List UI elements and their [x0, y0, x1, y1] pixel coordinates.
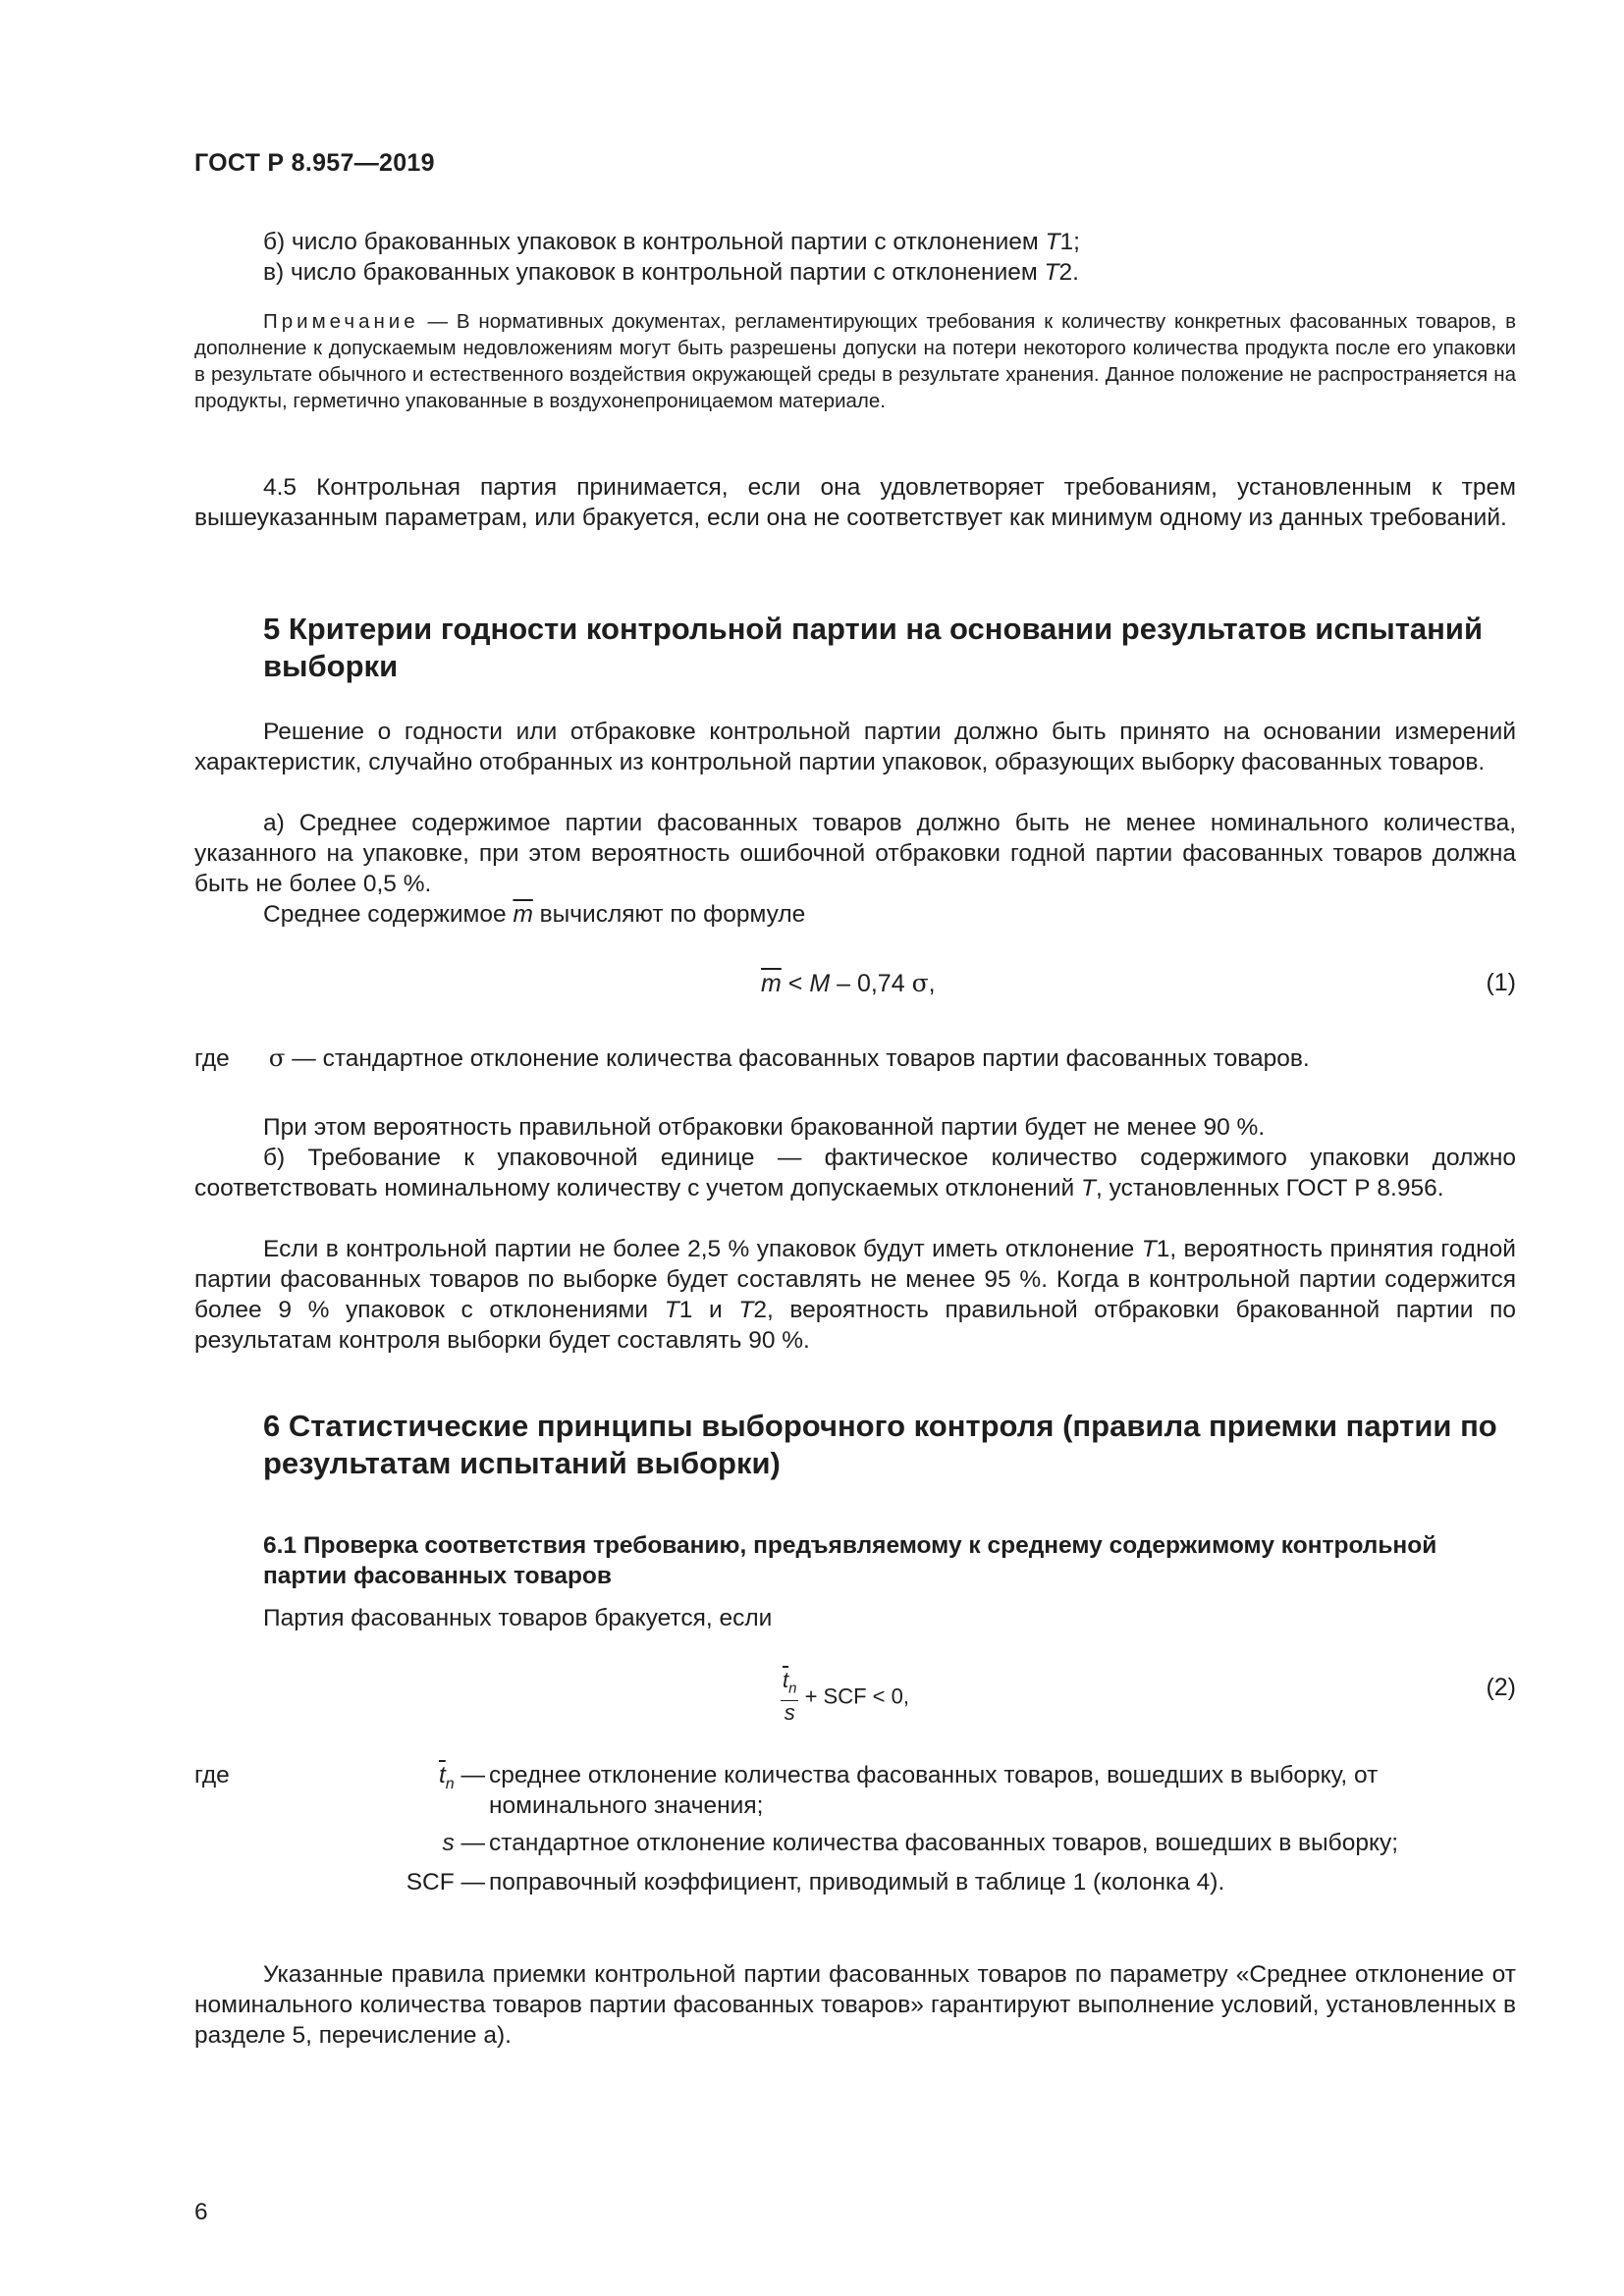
document-header: ГОСТ Р 8.957—2019 — [194, 149, 435, 177]
formula-2-fraction: $\frac{\overline{t}_n}{s}$ — [783, 1668, 797, 1726]
section-5-paragraph-1: Решение о годности или отбраковке контрольной партии должно быть принято на основании измерений характеристик, случайно отобранных из контрольной партии упаковок, образующих выборку фасованных товаров. — [194, 719, 1516, 775]
section-5-paragraph-4: При этом вероятность правильной отбраковки бракованной партии будет не менее 90 %. — [263, 1114, 1266, 1141]
sigma-definition: где σ — стандартное отклонение количества фасованных товаров партии фасованных товаров. — [194, 1043, 1310, 1072]
section-6-paragraph-1: Партия фасованных товаров бракуется, если — [263, 1605, 773, 1631]
section-5-paragraph-6: Если в контрольной партии не более 2,5 % упаковок будут иметь отклонение T1, вероятность принятия годной партии фасованных товаров по выборке будет составлять не менее 95 %. Когда в контрольной партии содержится более 9 % упаковок с отклонениями T1 и T2, вероятность правильной отбраковки бракованной партии по результатам контроля выборки будет составлять 90 %. — [194, 1236, 1516, 1354]
section-6-title: 6 Статистические принципы выборочного контроля (правила приемки партии по результатам испытаний выборки) — [263, 1409, 1497, 1480]
formula-1: $\overline{m} < M - 0,74$ σ, — [761, 969, 936, 997]
section-5-formula-intro: Среднее содержимое $\overline{m}$ вычисляют по формуле — [263, 901, 806, 928]
definition-s: s — стандартное отклонение количества фасованных товаров, вошедших в выборку; — [442, 1830, 1398, 1856]
definition-t-n: $\overline{t}_n$ — среднее отклонение количества фасованных товаров, вошедших в выборку, от номинального значения; — [438, 1762, 1379, 1819]
formula-2: $\frac{\overline{t}_n}{s}$ + SCF < 0, — [783, 1668, 909, 1726]
paragraph-4-5: 4.5 Контрольная партия принимается, если она удовлетворяет требованиям, установленным к трем вышеуказанным параметрам, или бракуется, если она не соответствует как минимум одному из данных требований. — [194, 474, 1516, 531]
where-label-2: где — [194, 1762, 230, 1789]
section-5-item-a: а) Среднее содержимое партии фасованных товаров должно быть не менее номинального количества, указанного на упаковке, при этом вероятность ошибочной отбраковки годной партии фасованных товаров должна быть не более 0,5 %. — [194, 810, 1516, 897]
equation-number-2: (2) — [1486, 1674, 1516, 1701]
page-number: 6 — [194, 2199, 208, 2225]
definition-scf: SCF — поправочный коэффициент, приводимый в таблице 1 (колонка 4). — [406, 1869, 1225, 1896]
section-5-title: 5 Критерии годности контрольной партии на основании результатов испытаний выборки — [263, 612, 1484, 683]
subsection-6-1-title: 6.1 Проверка соответствия требованию, предъявляемому к среднему содержимому контрольной партии фасованных товаров — [263, 1532, 1437, 1589]
list-item-v: в) число бракованных упаковок в контрольной партии с отклонением T2. — [263, 259, 1079, 286]
note-paragraph: Примечание — В нормативных документах, регламентирующих требования к количеству конкретных фасованных товаров, в дополнение к допускаемым недовложениям могут быть разрешены допуски на потери некоторого количества продукта после его упаковки в результате обычного и естественного воздействия окружающей среды в результате хранения. Данное положение не распространяется на продукты, герметично упакованные в воздухонепроницаемом материале. — [194, 310, 1516, 412]
list-item-b: б) число бракованных упаковок в контрольной партии с отклонением T1; — [263, 229, 1080, 255]
note-label: Примечание — [263, 310, 419, 333]
section-6-paragraph-2: Указанные правила приемки контрольной партии фасованных товаров по параметру «Среднее отклонение от номинального количества товаров партии фасованных товаров» гарантируют выполнение условий, установленных в разделе 5, перечисление а). — [194, 1961, 1516, 2049]
section-5-item-b: б) Требование к упаковочной единице — фактическое количество содержимого упаковки должно соответствовать номинальному количеству с учетом допускаемых отклонений T, установленных ГОСТ Р 8.956. — [194, 1145, 1516, 1201]
equation-number-1: (1) — [1486, 969, 1516, 996]
